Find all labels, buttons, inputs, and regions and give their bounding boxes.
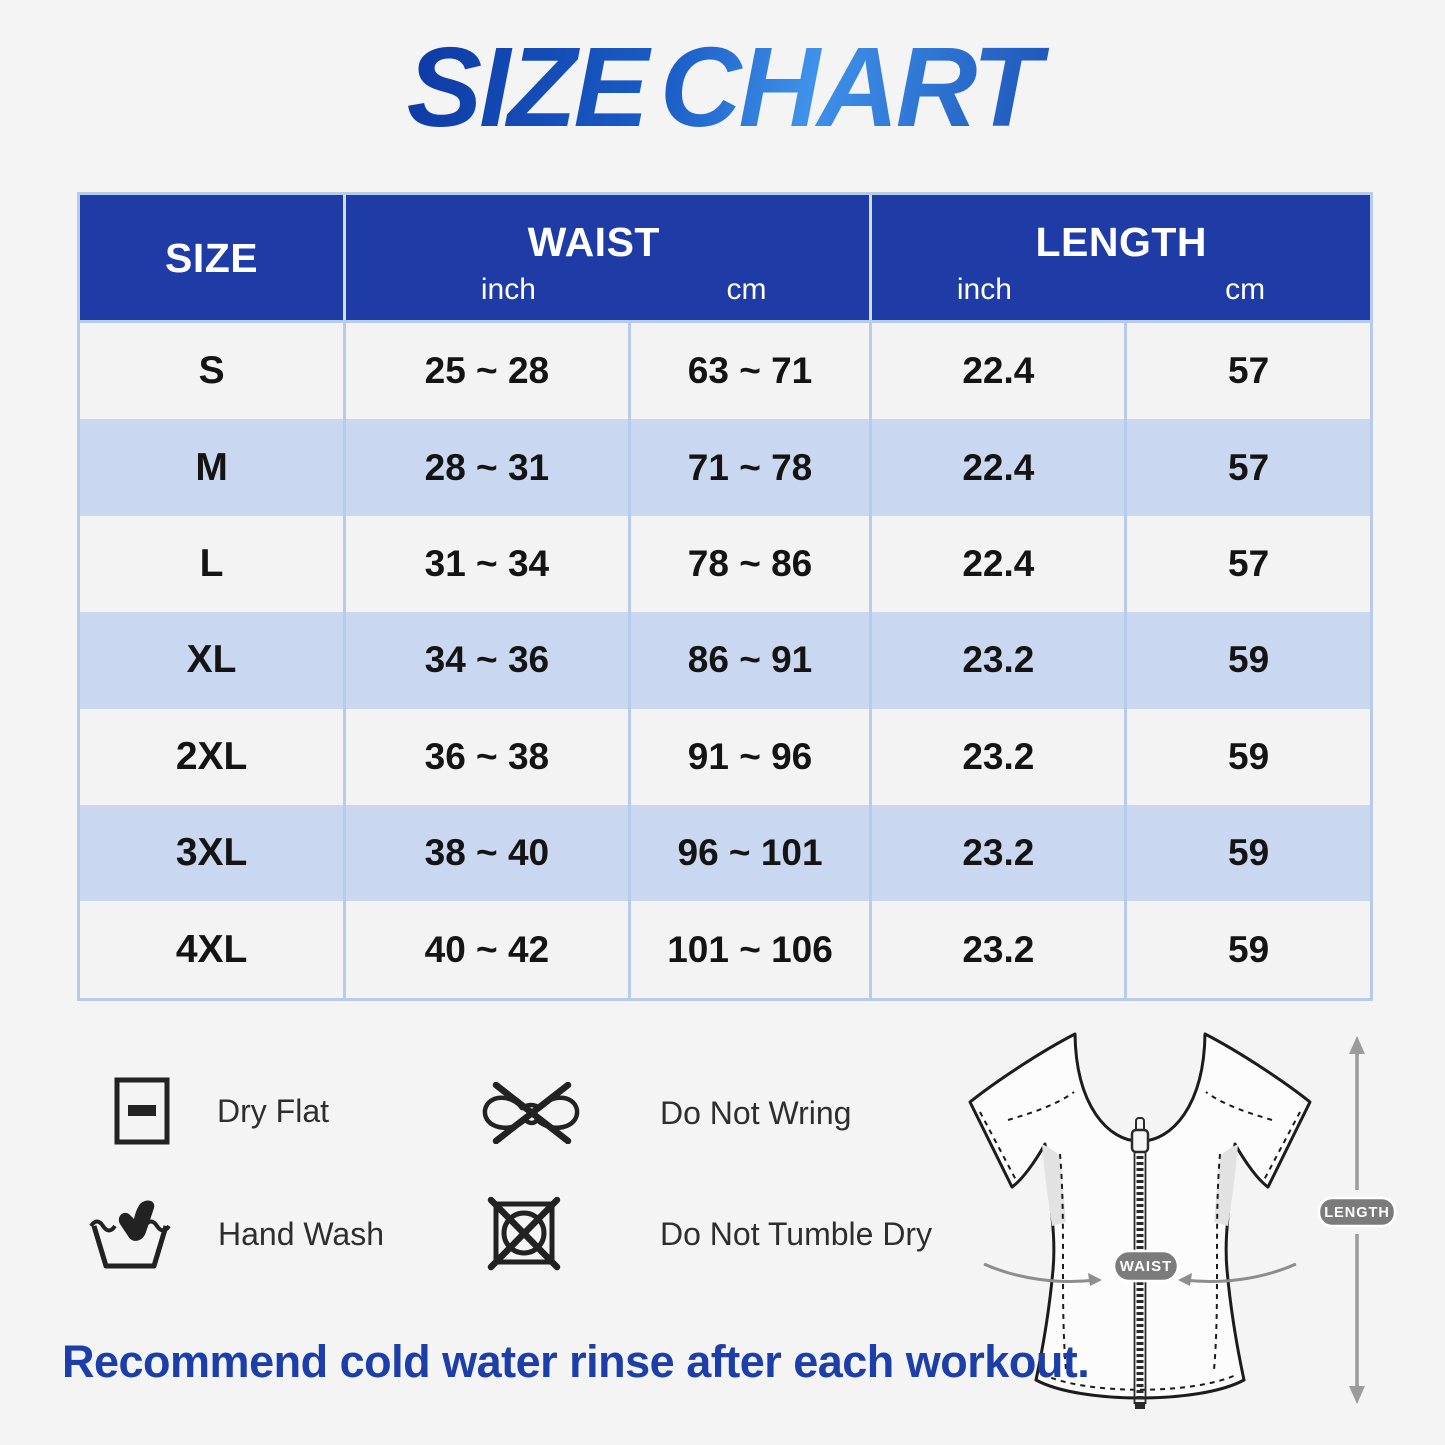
footer-note: Recommend cold water rinse after each workout. [62, 1336, 1090, 1387]
care-item-dry-flat [113, 1076, 329, 1146]
length-cm-cell: 57 [1124, 419, 1370, 515]
waist-inch-cell: 40 ~ 42 [343, 901, 627, 997]
table-row-2xl [80, 709, 1370, 805]
table-row-4xl [80, 901, 1370, 997]
size-cell: S [198, 349, 225, 393]
table-row-l [80, 516, 1370, 612]
table-row-xl [80, 612, 1370, 708]
title-word-size: SIZE [406, 24, 646, 150]
dry-flat-icon [113, 1076, 171, 1146]
waist-cm-cell: 78 ~ 86 [628, 516, 870, 612]
waist-cm-cell: 101 ~ 106 [628, 901, 870, 997]
hand-wash-icon [88, 1198, 172, 1270]
length-cm-cell: 59 [1124, 901, 1370, 997]
care-item-do-not-tumble-dry [486, 1196, 932, 1272]
waist-inch-cell: 36 ~ 38 [343, 709, 627, 805]
length-cm-cell: 57 [1124, 323, 1370, 419]
waist-cm-cell: 96 ~ 101 [628, 805, 870, 901]
size-cell: XL [186, 638, 237, 682]
size-table-body [80, 323, 1370, 998]
header-size: SIZE [165, 235, 259, 281]
care-label: Dry Flat [217, 1092, 329, 1129]
waist-inch-cell: 38 ~ 40 [343, 805, 627, 901]
length-cm-cell: 59 [1124, 709, 1370, 805]
size-cell: M [195, 445, 228, 489]
size-cell: 4XL [175, 927, 248, 971]
header-length: LENGTH inch cm [869, 195, 1370, 320]
length-unit-cm: cm [1225, 273, 1266, 306]
waist-inch-cell: 31 ~ 34 [343, 516, 627, 612]
length-cm-cell: 59 [1124, 805, 1370, 901]
waist-unit-inch: inch [480, 273, 536, 306]
do-not-tumble-dry-icon [486, 1196, 562, 1272]
care-label: Hand Wash [218, 1215, 384, 1252]
size-cell: 3XL [175, 831, 248, 875]
size-cell: L [199, 541, 224, 585]
care-item-do-not-wring [478, 1082, 851, 1144]
waist-unit-cm: cm [726, 273, 767, 306]
care-item-hand-wash [88, 1198, 384, 1270]
waist-badge-label: WAIST [1119, 1258, 1173, 1275]
waist-inch-cell: 34 ~ 36 [343, 612, 627, 708]
length-inch-cell: 22.4 [869, 419, 1124, 515]
waist-cm-cell: 91 ~ 96 [628, 709, 870, 805]
title-word-chart: CHART [659, 24, 1039, 150]
waist-inch-cell: 28 ~ 31 [343, 419, 627, 515]
care-label: Do Not Tumble Dry [660, 1215, 933, 1252]
size-table-header [80, 195, 1370, 323]
length-inch-cell: 23.2 [869, 709, 1124, 805]
do-not-wring-icon [478, 1082, 584, 1144]
waist-cm-cell: 63 ~ 71 [628, 323, 870, 419]
table-row-3xl [80, 805, 1370, 901]
page-title [0, 22, 1445, 152]
length-unit-inch: inch [956, 273, 1012, 306]
waist-inch-cell: 25 ~ 28 [343, 323, 627, 419]
table-row-s [80, 323, 1370, 419]
length-cm-cell: 59 [1124, 612, 1370, 708]
length-inch-cell: 23.2 [869, 612, 1124, 708]
care-label: Do Not Wring [660, 1094, 852, 1131]
length-cm-cell: 57 [1124, 516, 1370, 612]
header-waist: WAIST inch cm [343, 195, 869, 320]
length-inch-cell: 22.4 [869, 323, 1124, 419]
waist-cm-cell: 86 ~ 91 [628, 612, 870, 708]
size-cell: 2XL [175, 734, 248, 778]
length-inch-cell: 22.4 [869, 516, 1124, 612]
table-row-m [80, 419, 1370, 515]
length-inch-cell: 23.2 [869, 901, 1124, 997]
length-inch-cell: 23.2 [869, 805, 1124, 901]
size-table [77, 192, 1373, 1001]
waist-cm-cell: 71 ~ 78 [628, 419, 870, 515]
length-badge-label: LENGTH [1324, 1205, 1390, 1221]
